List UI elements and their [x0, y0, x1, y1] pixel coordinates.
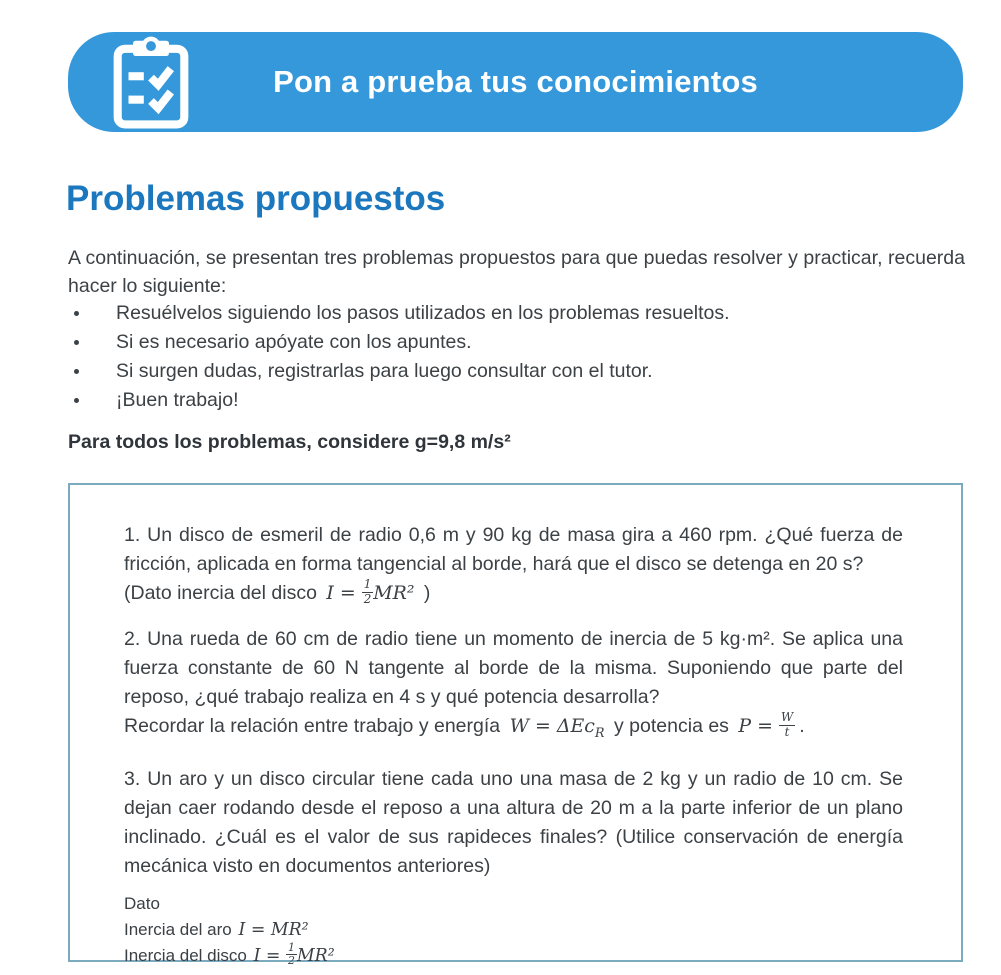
bullet-dot — [74, 311, 79, 316]
section-heading: Problemas propuestos — [66, 179, 446, 218]
bullet-dot — [74, 340, 79, 345]
gravity-note: Para todos los problemas, considere g=9,8 m/s² — [68, 431, 511, 453]
problem-2-text: 2. Una rueda de 60 cm de radio tiene un momento de inercia de 5 kg·m². Se aplica una fuerza constante de 60 N tangente al borde de la misma. Suponiendo que parte del reposo, ¿qué trabajo realiza en 4 s y qué potencia desarrolla? — [124, 628, 903, 708]
bullet-text: ¡Buen trabajo! — [116, 389, 239, 411]
formula-power: P = $\frac{W}{t}$ — [738, 710, 794, 739]
fraction-one-half: $\frac{1}{2}$ — [363, 577, 372, 606]
bullet-text: Si es necesario apóyate con los apuntes. — [116, 331, 472, 353]
bullet-list — [68, 299, 965, 415]
formula-inertia-disc-2: I = $\frac{1}{2}$ MR² — [253, 940, 335, 967]
banner-title: Pon a prueba tus conocimientos — [273, 64, 758, 99]
bullet-item — [68, 299, 965, 328]
bullet-text: Resuélvelos siguiendo los pasos utilizados en los problemas resueltos. — [116, 302, 730, 324]
problem-1-text: 1. Un disco de esmeril de radio 0,6 m y 90 kg de masa gira a 460 rpm. ¿Qué fuerza de fricción, aplicada en forma tangencial al borde, hará que el disco se detenga en 20 s? — [124, 524, 903, 575]
problem-2-note-line — [124, 712, 903, 748]
close-paren: ) — [423, 582, 431, 604]
problem-2 — [124, 625, 903, 748]
note-before: Recordar la relación entre trabajo y energía — [124, 715, 501, 737]
problems-box — [68, 483, 963, 967]
bullet-dot — [74, 369, 79, 374]
dato-disco-line: Inercia del disco I = $\frac{1}{2}$ MR² — [124, 940, 335, 967]
problem-3 — [124, 765, 903, 969]
fraction-one-half: $\frac{1}{2}$ — [287, 940, 295, 967]
dato-label: Dato — [124, 893, 160, 913]
dato-prefix: (Dato inercia del disco — [124, 582, 317, 604]
bullet-item — [68, 357, 965, 386]
problem-1 — [124, 521, 903, 608]
problem-3-text: 3. Un aro y un disco circular tiene cada uno una masa de 2 kg y un radio de 10 cm. Se dejan caer rodando desde el reposo a una altura de 20 m a la parte inferior de un plano inclinado. ¿Cuál es el valor de sus rapideces finales? (Utilice conservación de energía mecánica visto en documentos anteriores) — [124, 767, 903, 877]
problem-1-dato-line — [124, 579, 903, 608]
header-banner — [68, 32, 963, 132]
note-after: . — [799, 715, 805, 737]
bullet-item — [68, 328, 965, 357]
formula-work-energy: W = ΔEc$_R$ — [509, 715, 605, 741]
dato-aro-line: Inercia del aro I = MR² — [124, 919, 309, 940]
bullet-text: Si surgen dudas, registrarlas para luego consultar con el tutor. — [116, 360, 653, 382]
bullet-item — [68, 386, 965, 415]
intro-paragraph: A continuación, se presentan tres problemas propuestos para que puedas resolver y practicar, recuerda hacer lo siguiente: — [68, 247, 965, 297]
bullet-dot — [74, 398, 79, 403]
fraction-w-over-t: $\frac{W}{t}$ — [780, 710, 794, 739]
formula-inertia-disc: I = $\frac{1}{2}$ MR² — [326, 577, 415, 606]
note-mid: y potencia es — [614, 715, 729, 737]
dato-block — [124, 891, 903, 969]
formula-inertia-hoop: I = MR² — [238, 919, 309, 940]
